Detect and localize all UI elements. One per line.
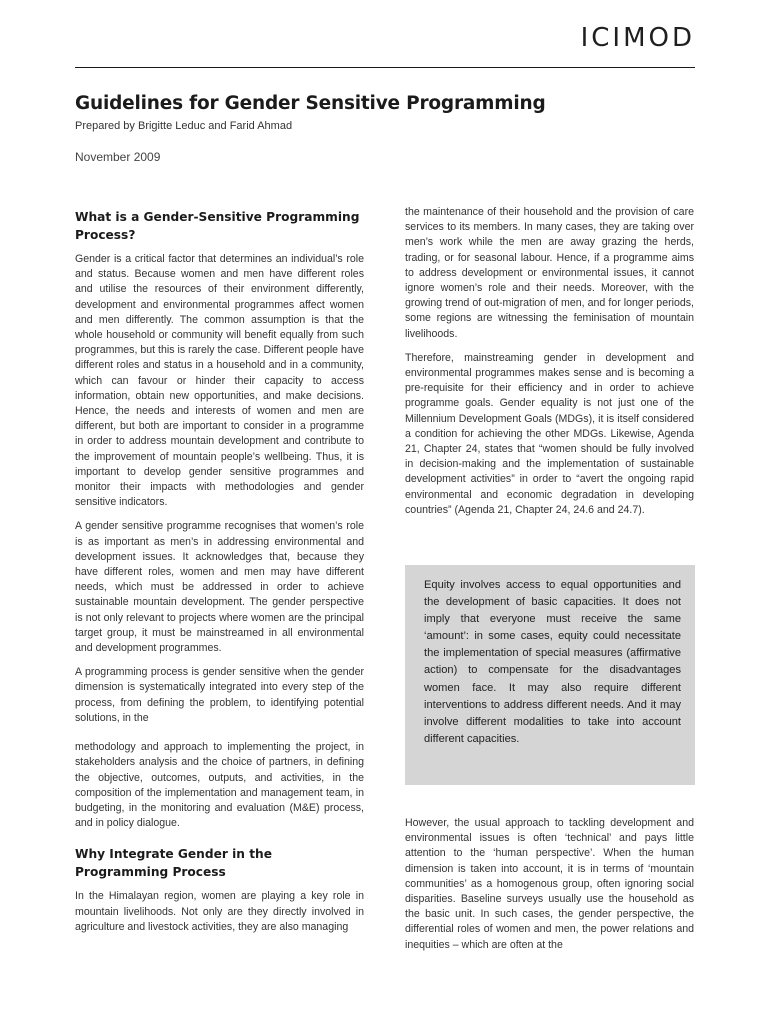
equity-callout-box bbox=[405, 565, 695, 785]
authors-line: Prepared by Brigitte Leduc and Farid Ahmad bbox=[75, 120, 293, 132]
section-heading-what-is: What is a Gender-Sensitive Programming Process? bbox=[75, 210, 360, 242]
right-column-continued bbox=[405, 816, 694, 962]
paragraph: In the Himalayan region, women are playing a key role in mountain livelihoods. Not only are they directly involved in agriculture and livestock activities, they are also managing bbox=[75, 890, 364, 933]
section-heading-why-integrate: Why Integrate Gender in the Programming Process bbox=[75, 847, 272, 880]
paragraph: Therefore, mainstreaming gender in development and environmental programmes makes sense and is becoming a pre-requisite for their efficiency and in order to achieve programme goals. Gender equality is not just one of the Millennium Development Goals (MDGs), it is itself considered a condition for achieving the other MDGs. Likewise, Agenda 21, Chapter 24, states that “women should be fully involved in decision-making and the implementation of sustainable development activities” in order to “avert the ongoing rapid environmental and economic degradation in developing countries” (Agenda 21, Chapter 24, 24.6 and 24.7). bbox=[405, 351, 694, 516]
paragraph: However, the usual approach to tackling development and environmental issues is often ‘technical’ and pays little attention to the ‘human perspective’. When the human dimension is taken into account, it is in terms of ‘mountain communities’ as a homogenous group, often ignoring social disparities. Baseline surveys usually use the household as the basic unit. In such cases, the gender perspective, the differential roles of women and men, the power relations and inequities – which are often at the bbox=[405, 817, 694, 951]
paragraph: the maintenance of their household and the provision of care services to its members. In many cases, they are taking over men’s work while the men are away grazing the herds, trading, or for seasonal labour. Hence, if a programme aims to address development or environmental issues, it cannot ignore women’s role and their needs. Moreover, with the growing trend of out-migration of men, and for longer periods, some regions are witnessing the feminisation of mountain livelihoods. bbox=[405, 206, 694, 340]
callout-text: Equity involves access to equal opportunities and the development of basic capacities. It does not imply that everyone must receive the same ‘amount’: in some cases, equity could necessitate the implementation of special measures (affirmative action) to compensate for the disadvantages women face. It may also require different interventions to address different needs. And it may involve different modalities to take into account different capacities. bbox=[424, 579, 681, 745]
paragraph: Gender is a critical factor that determines an individual’s role and status. Because women and men have different roles and utilise the resources of their environment differently, development and environmental programmes affect women and men differently. The common assumption is that the whole household or community will benefit equally from such programmes, but this is rarely the case. Different people have different roles and status in a household and in a community, which can favour or hinder their capacity to access information, obtain new opportunities, and make decisions. Hence, the needs and interests of women and men are different, but both are important to consider in a programme in order to address mountain development and contribute to the improvement of mountain people’s wellbeing. Thus, it is important to develop gender sensitive programmes and monitor their impacts with methodologies and gender sensitive indicators. bbox=[75, 253, 364, 509]
document-title: Guidelines for Gender Sensitive Programming bbox=[75, 93, 546, 114]
paragraph: A gender sensitive programme recognises that women’s role is as important as men’s in addressing environmental and development issues. It acknowledges that, because they have different roles, women and men may have different needs, which must be addressed in order to achieve sustainable mountain development. The gender perspective is not only relevant to projects where women are the principal target group, it must be mainstreamed in all environmental and development programmes. bbox=[75, 520, 364, 655]
left-column bbox=[75, 208, 364, 944]
paragraph: A programming process is gender sensitive when the gender dimension is systematically integrated into every step of the process, from defining the problem, to identifying potential solutions, in the bbox=[75, 666, 364, 724]
paragraph: methodology and approach to implementing the project, in stakeholders analysis and the choice of partners, in defining the objective, outcomes, outputs, and activities, in the composition of the implementation and management team, in budgeting, in the monitoring and evaluation (M&E) process, and in policy dialogue. bbox=[75, 741, 364, 830]
publication-date: November 2009 bbox=[75, 150, 161, 164]
right-column bbox=[405, 205, 694, 527]
header-divider bbox=[75, 67, 695, 68]
icimod-logo: ICIMOD bbox=[580, 23, 695, 53]
